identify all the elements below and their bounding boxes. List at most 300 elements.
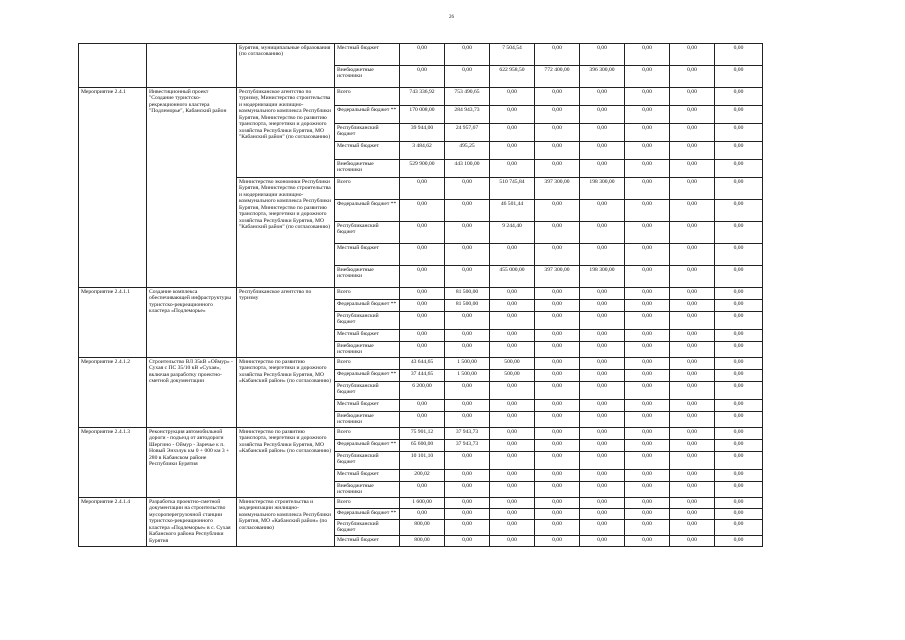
value-cell: 0,00	[490, 428, 535, 440]
value-cell: 0,00	[490, 498, 535, 509]
value-cell: 9 244,40	[490, 222, 535, 244]
value-cell: 0,00	[625, 498, 670, 509]
value-cell: 0,00	[535, 370, 580, 382]
value-cell: 0,00	[580, 222, 625, 244]
value-cell: 0,00	[490, 382, 535, 400]
value-cell: 24 957,67	[445, 124, 490, 142]
value-cell: 0,00	[625, 536, 670, 547]
value-cell: 0,00	[670, 412, 715, 428]
value-cell: 0,00	[580, 142, 625, 160]
value-cell: 500,00	[490, 370, 535, 382]
value-cell: 0,00	[625, 428, 670, 440]
value-cell: 1 500,00	[445, 358, 490, 370]
event-name: Реконструкция автомобильной дороги - подъезд от автодороги Шергино - Оймур - Заречье к п. Новый Энхэлук км 0 + 000 км 3 + 280 в Кабанском районе Республики Бурятия	[147, 428, 237, 498]
source-local: Местный бюджет	[335, 142, 400, 160]
value-cell: 0,00	[400, 300, 445, 312]
value-cell: 0,00	[580, 244, 625, 266]
value-cell: 0,00	[535, 142, 580, 160]
value-cell: 0,00	[535, 312, 580, 330]
value-cell: 0,00	[625, 200, 670, 222]
value-cell: 0,00	[535, 520, 580, 536]
value-cell: 397 300,00	[535, 178, 580, 200]
value-cell: 0,00	[535, 288, 580, 300]
value-cell: 0,00	[580, 382, 625, 400]
value-cell: 0,00	[580, 88, 625, 106]
value-cell: 0,00	[670, 44, 715, 66]
value-cell: 800,00	[400, 520, 445, 536]
value-cell: 0,00	[400, 342, 445, 358]
value-cell: 397 300,00	[535, 266, 580, 288]
value-cell: 0,00	[715, 124, 763, 142]
value-cell: 0,00	[625, 482, 670, 498]
value-cell: 0,00	[400, 222, 445, 244]
value-cell: 0,00	[670, 428, 715, 440]
value-cell: 0,00	[670, 342, 715, 358]
value-cell: 0,00	[580, 106, 625, 124]
value-cell: 0,00	[580, 342, 625, 358]
value-cell: 800,00	[400, 536, 445, 547]
value-cell: 0,00	[580, 124, 625, 142]
value-cell: 622 958,50	[490, 66, 535, 88]
table-row	[79, 498, 763, 509]
source-republic: Республиканский бюджет	[335, 312, 400, 330]
value-cell: 0,00	[445, 312, 490, 330]
value-cell: 0,00	[670, 520, 715, 536]
value-cell: 0,00	[625, 222, 670, 244]
value-cell: 0,00	[400, 312, 445, 330]
value-cell: 0,00	[670, 312, 715, 330]
value-cell: 0,00	[490, 300, 535, 312]
value-cell: 0,00	[580, 509, 625, 520]
value-cell: 0,00	[625, 178, 670, 200]
source-total: Всего	[335, 498, 400, 509]
value-cell: 0,00	[625, 470, 670, 482]
value-cell: 500,00	[490, 358, 535, 370]
event-code: Мероприятие 2.4.1.4	[79, 498, 147, 547]
value-cell: 0,00	[670, 382, 715, 400]
executor: Министерство по развитию транспорта, энергетики и дорожного хозяйства Республики Бурятия, МО «Кабанский район» (по согласованию)	[237, 358, 335, 428]
value-cell: 0,00	[490, 520, 535, 536]
value-cell: 0,00	[580, 288, 625, 300]
executor: Министерство экономики Республики Бурятия, Министерство строительства и модернизации жилищно-коммунального комплекса Республики Бурятия, Министерство по развитию транспорта, энергетики и дорожного хозяйства Республики Бурятия, МО "Кабанский район" (по согласованию)	[237, 178, 335, 288]
source-federal: Федеральный бюджет **	[335, 300, 400, 312]
value-cell: 0,00	[490, 400, 535, 412]
value-cell: 0,00	[490, 452, 535, 470]
value-cell: 0,00	[580, 452, 625, 470]
value-cell: 0,00	[625, 520, 670, 536]
value-cell: 0,00	[400, 412, 445, 428]
value-cell: 0,00	[445, 66, 490, 88]
value-cell: 443 100,00	[445, 160, 490, 178]
value-cell: 10 101,10	[400, 452, 445, 470]
value-cell: 0,00	[535, 440, 580, 452]
executor: Министерство строительства и модернизации жилищно-коммунального комплекса Республики Бурятия, МО «Кабанский район» (по согласованию)	[237, 498, 335, 547]
value-cell: 0,00	[670, 440, 715, 452]
event-code	[79, 44, 147, 88]
value-cell: 495,25	[445, 142, 490, 160]
value-cell: 0,00	[535, 44, 580, 66]
value-cell: 65 600,00	[400, 440, 445, 452]
value-cell: 0,00	[445, 178, 490, 200]
value-cell: 0,00	[670, 370, 715, 382]
value-cell: 0,00	[670, 106, 715, 124]
table-row	[79, 44, 763, 66]
value-cell: 0,00	[670, 300, 715, 312]
value-cell: 0,00	[535, 400, 580, 412]
value-cell: 0,00	[670, 200, 715, 222]
value-cell: 0,00	[670, 88, 715, 106]
source-total: Всего	[335, 288, 400, 300]
value-cell: 0,00	[490, 312, 535, 330]
source-total: Всего	[335, 88, 400, 106]
value-cell: 0,00	[625, 382, 670, 400]
value-cell: 743 336,92	[400, 88, 445, 106]
value-cell: 0,00	[715, 300, 763, 312]
value-cell: 0,00	[625, 452, 670, 470]
value-cell: 6 200,00	[400, 382, 445, 400]
value-cell: 0,00	[715, 178, 763, 200]
value-cell: 0,00	[445, 482, 490, 498]
value-cell: 0,00	[625, 358, 670, 370]
value-cell: 0,00	[445, 342, 490, 358]
value-cell: 0,00	[715, 200, 763, 222]
value-cell: 46 501,44	[490, 200, 535, 222]
source-local: Местный бюджет	[335, 244, 400, 266]
value-cell: 0,00	[715, 412, 763, 428]
value-cell: 81 500,00	[445, 300, 490, 312]
value-cell: 0,00	[715, 142, 763, 160]
value-cell: 0,00	[625, 400, 670, 412]
value-cell: 0,00	[490, 142, 535, 160]
value-cell: 0,00	[715, 330, 763, 342]
value-cell: 0,00	[535, 200, 580, 222]
value-cell: 0,00	[670, 400, 715, 412]
value-cell: 455 000,00	[490, 266, 535, 288]
source-extrabudget: Внебюджетные источники	[335, 160, 400, 178]
value-cell: 43 644,65	[400, 358, 445, 370]
value-cell: 0,00	[580, 440, 625, 452]
value-cell: 0,00	[400, 330, 445, 342]
table-row	[79, 288, 763, 300]
value-cell: 0,00	[715, 88, 763, 106]
table-row	[79, 428, 763, 440]
value-cell: 0,00	[580, 428, 625, 440]
value-cell: 0,00	[670, 178, 715, 200]
value-cell: 0,00	[535, 300, 580, 312]
value-cell: 0,00	[670, 142, 715, 160]
event-name	[147, 44, 237, 88]
value-cell: 0,00	[715, 160, 763, 178]
value-cell: 0,00	[490, 106, 535, 124]
source-extrabudget: Внебюджетные источники	[335, 266, 400, 288]
value-cell: 0,00	[535, 222, 580, 244]
source-republic: Республиканский бюджет	[335, 520, 400, 536]
value-cell: 0,00	[535, 244, 580, 266]
value-cell: 0,00	[715, 382, 763, 400]
value-cell: 0,00	[490, 88, 535, 106]
value-cell: 0,00	[535, 330, 580, 342]
value-cell: 0,00	[625, 300, 670, 312]
budget-table	[78, 43, 763, 547]
value-cell: 0,00	[445, 382, 490, 400]
source-local: Местный бюджет	[335, 470, 400, 482]
value-cell: 0,00	[670, 222, 715, 244]
value-cell: 0,00	[490, 244, 535, 266]
value-cell: 0,00	[670, 536, 715, 547]
value-cell: 0,00	[490, 288, 535, 300]
event-name: Создание комплекса обеспечивающей инфраструктуры туристско-рекреационного кластера «Подлеморье»	[147, 288, 237, 358]
value-cell: 772 400,00	[535, 66, 580, 88]
value-cell: 0,00	[625, 342, 670, 358]
value-cell: 0,00	[580, 400, 625, 412]
value-cell: 0,00	[445, 44, 490, 66]
value-cell: 37 943,73	[445, 440, 490, 452]
source-republic: Республиканский бюджет	[335, 124, 400, 142]
value-cell: 0,00	[535, 412, 580, 428]
value-cell: 75 901,12	[400, 428, 445, 440]
value-cell: 0,00	[400, 509, 445, 520]
value-cell: 1 500,00	[445, 370, 490, 382]
value-cell: 37 444,65	[400, 370, 445, 382]
value-cell: 37 943,73	[445, 428, 490, 440]
value-cell: 0,00	[535, 382, 580, 400]
value-cell: 0,00	[670, 498, 715, 509]
value-cell: 0,00	[670, 244, 715, 266]
value-cell: 0,00	[625, 312, 670, 330]
value-cell: 0,00	[625, 288, 670, 300]
value-cell: 0,00	[670, 358, 715, 370]
value-cell: 0,00	[670, 288, 715, 300]
value-cell: 0,00	[535, 482, 580, 498]
value-cell: 0,00	[715, 428, 763, 440]
source-federal: Федеральный бюджет **	[335, 440, 400, 452]
value-cell: 0,00	[580, 358, 625, 370]
value-cell: 0,00	[535, 88, 580, 106]
value-cell: 0,00	[625, 412, 670, 428]
value-cell: 0,00	[715, 498, 763, 509]
value-cell: 529 900,00	[400, 160, 445, 178]
value-cell: 0,00	[445, 244, 490, 266]
page-number: 26	[449, 15, 454, 20]
value-cell: 198 300,00	[580, 178, 625, 200]
source-extrabudget: Внебюджетные источники	[335, 412, 400, 428]
value-cell: 0,00	[535, 452, 580, 470]
event-code: Мероприятие 2.4.1	[79, 88, 147, 288]
value-cell: 0,00	[580, 200, 625, 222]
value-cell: 0,00	[445, 520, 490, 536]
value-cell: 0,00	[625, 106, 670, 124]
value-cell: 0,00	[490, 482, 535, 498]
table-body	[79, 44, 763, 547]
value-cell: 39 944,00	[400, 124, 445, 142]
value-cell: 0,00	[400, 178, 445, 200]
value-cell: 0,00	[445, 536, 490, 547]
value-cell: 0,00	[490, 330, 535, 342]
value-cell: 0,00	[580, 300, 625, 312]
value-cell: 0,00	[535, 358, 580, 370]
value-cell: 0,00	[580, 160, 625, 178]
value-cell: 0,00	[580, 312, 625, 330]
value-cell: 0,00	[490, 536, 535, 547]
source-federal: Федеральный бюджет **	[335, 370, 400, 382]
source-federal: Федеральный бюджет **	[335, 509, 400, 520]
source-extrabudget: Внебюджетные источники	[335, 66, 400, 88]
value-cell: 0,00	[535, 428, 580, 440]
value-cell: 0,00	[715, 520, 763, 536]
value-cell: 0,00	[490, 124, 535, 142]
value-cell: 0,00	[715, 440, 763, 452]
event-code: Мероприятие 2.4.1.3	[79, 428, 147, 498]
source-federal: Федеральный бюджет **	[335, 200, 400, 222]
value-cell: 0,00	[445, 412, 490, 428]
value-cell: 0,00	[625, 266, 670, 288]
value-cell: 0,00	[670, 482, 715, 498]
source-local: Местный бюджет	[335, 536, 400, 547]
value-cell: 0,00	[670, 160, 715, 178]
value-cell: 0,00	[580, 470, 625, 482]
source-local: Местный бюджет	[335, 44, 400, 66]
value-cell: 0,00	[715, 400, 763, 412]
value-cell: 0,00	[580, 536, 625, 547]
value-cell: 0,00	[400, 266, 445, 288]
value-cell: 0,00	[445, 400, 490, 412]
value-cell: 0,00	[445, 498, 490, 509]
value-cell: 0,00	[670, 470, 715, 482]
value-cell: 0,00	[715, 66, 763, 88]
value-cell: 0,00	[715, 288, 763, 300]
value-cell: 200,02	[400, 470, 445, 482]
value-cell: 0,00	[625, 244, 670, 266]
value-cell: 0,00	[400, 200, 445, 222]
value-cell: 0,00	[580, 330, 625, 342]
value-cell: 0,00	[715, 509, 763, 520]
value-cell: 0,00	[715, 106, 763, 124]
value-cell: 0,00	[715, 470, 763, 482]
value-cell: 0,00	[715, 244, 763, 266]
value-cell: 0,00	[715, 536, 763, 547]
value-cell: 0,00	[535, 106, 580, 124]
source-total: Всего	[335, 358, 400, 370]
value-cell: 0,00	[715, 266, 763, 288]
value-cell: 0,00	[715, 370, 763, 382]
event-name: Строительство ВЛ 35кВ «Оймур» - Сухая с ПС 35/10 кВ «Сухая», включая разработку проектно-сметной документации	[147, 358, 237, 428]
value-cell: 753 490,65	[445, 88, 490, 106]
value-cell: 0,00	[580, 44, 625, 66]
value-cell: 81 500,00	[445, 288, 490, 300]
value-cell: 0,00	[490, 470, 535, 482]
source-local: Местный бюджет	[335, 330, 400, 342]
value-cell: 396 300,00	[580, 66, 625, 88]
value-cell: 170 008,00	[400, 106, 445, 124]
value-cell: 0,00	[715, 44, 763, 66]
value-cell: 0,00	[535, 536, 580, 547]
source-extrabudget: Внебюджетные источники	[335, 482, 400, 498]
value-cell: 0,00	[400, 244, 445, 266]
value-cell: 0,00	[670, 266, 715, 288]
source-total: Всего	[335, 178, 400, 200]
value-cell: 0,00	[580, 412, 625, 428]
value-cell: 0,00	[625, 88, 670, 106]
value-cell: 0,00	[445, 330, 490, 342]
value-cell: 284 943,73	[445, 106, 490, 124]
value-cell: 1 600,00	[400, 498, 445, 509]
value-cell: 0,00	[535, 509, 580, 520]
value-cell: 0,00	[670, 124, 715, 142]
value-cell: 0,00	[580, 482, 625, 498]
value-cell: 0,00	[715, 482, 763, 498]
value-cell: 0,00	[670, 452, 715, 470]
value-cell: 0,00	[445, 222, 490, 244]
value-cell: 0,00	[625, 440, 670, 452]
value-cell: 0,00	[580, 498, 625, 509]
value-cell: 0,00	[625, 370, 670, 382]
value-cell: 510 745,84	[490, 178, 535, 200]
value-cell: 0,00	[400, 66, 445, 88]
value-cell: 0,00	[445, 452, 490, 470]
value-cell: 0,00	[625, 44, 670, 66]
value-cell: 0,00	[400, 400, 445, 412]
value-cell: 0,00	[400, 44, 445, 66]
event-code: Мероприятие 2.4.1.2	[79, 358, 147, 428]
value-cell: 0,00	[625, 124, 670, 142]
value-cell: 0,00	[715, 222, 763, 244]
table-row	[79, 358, 763, 370]
value-cell: 0,00	[670, 509, 715, 520]
value-cell: 198 300,00	[580, 266, 625, 288]
value-cell: 0,00	[580, 370, 625, 382]
value-cell: 0,00	[490, 509, 535, 520]
value-cell: 0,00	[400, 482, 445, 498]
value-cell: 0,00	[625, 160, 670, 178]
value-cell: 0,00	[625, 66, 670, 88]
table-row	[79, 88, 763, 106]
value-cell: 0,00	[625, 509, 670, 520]
source-total: Всего	[335, 428, 400, 440]
value-cell: 0,00	[445, 200, 490, 222]
value-cell: 7 504,54	[490, 44, 535, 66]
source-republic: Республиканский бюджет	[335, 452, 400, 470]
value-cell: 0,00	[400, 288, 445, 300]
source-republic: Республиканский бюджет	[335, 382, 400, 400]
source-republic: Республиканский бюджет	[335, 222, 400, 244]
source-local: Местный бюджет	[335, 400, 400, 412]
value-cell: 0,00	[535, 124, 580, 142]
value-cell: 0,00	[490, 440, 535, 452]
value-cell: 0,00	[490, 342, 535, 358]
executor: Министерство по развитию транспорта, энергетики и дорожного хозяйства Республики Бурятия, МО «Кабанский район» (по согласованию)	[237, 428, 335, 498]
event-name: Инвестиционный проект "Создание туристско-рекреационного кластера "Подлеморье", Кабанский район	[147, 88, 237, 288]
source-federal: Федеральный бюджет **	[335, 106, 400, 124]
executor: Республиканское агентство по туризму	[237, 288, 335, 358]
value-cell: 0,00	[535, 342, 580, 358]
value-cell: 0,00	[670, 330, 715, 342]
value-cell: 0,00	[715, 312, 763, 330]
value-cell: 0,00	[445, 470, 490, 482]
event-code: Мероприятие 2.4.1.1	[79, 288, 147, 358]
value-cell: 0,00	[445, 509, 490, 520]
value-cell: 0,00	[535, 470, 580, 482]
executor: Республиканское агентство по туризму, Министерство строительства и модернизации жилищно-коммунального комплекса Республики Бурятия, Министерство по развитию транспорта, энергетики и дорожного хозяйства Республики Бурятия, МО "Кабанский район" (по согласованию)	[237, 88, 335, 178]
value-cell: 0,00	[715, 358, 763, 370]
executor: Бурятия, муниципальные образования (по согласованию)	[237, 44, 335, 88]
value-cell: 0,00	[625, 330, 670, 342]
value-cell: 3 484,62	[400, 142, 445, 160]
value-cell: 0,00	[490, 160, 535, 178]
value-cell: 0,00	[670, 66, 715, 88]
value-cell: 0,00	[490, 412, 535, 428]
value-cell: 0,00	[715, 452, 763, 470]
value-cell: 0,00	[535, 498, 580, 509]
